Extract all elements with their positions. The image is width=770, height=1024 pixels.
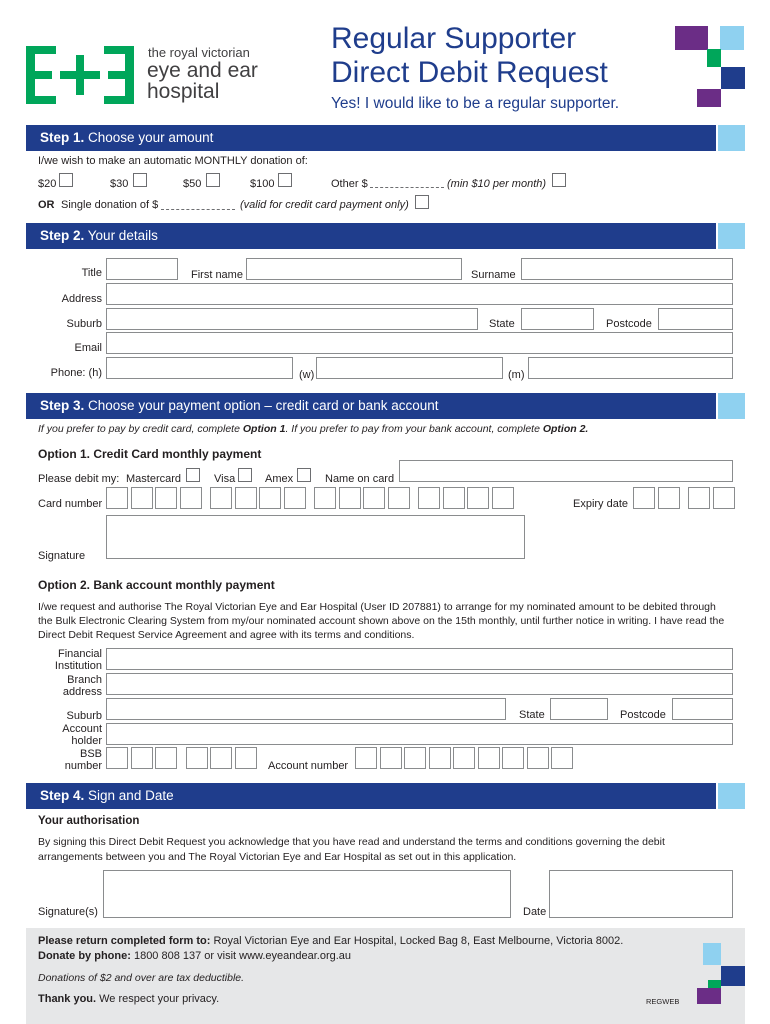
- logo-line1: the royal victorian: [148, 45, 250, 60]
- digit-cell[interactable]: [131, 487, 153, 509]
- tax-deductible-note: Donations of $2 and over are tax deductible.: [38, 972, 245, 984]
- amount-50-checkbox[interactable]: [206, 173, 220, 187]
- mastercard-checkbox[interactable]: [186, 468, 200, 482]
- bank-state-input[interactable]: [550, 698, 608, 720]
- amount-50-label: $50: [183, 178, 202, 190]
- authorisation-text: By signing this Direct Debit Request you acknowledge that you have read and understand the terms and conditions governing the debit arrangements between you and The Royal Victorian Eye and Ear Hospital as set out in this application.: [38, 836, 665, 863]
- name-on-card-input[interactable]: [399, 460, 733, 482]
- digit-cell[interactable]: [527, 747, 549, 769]
- digit-cell[interactable]: [492, 487, 514, 509]
- digit-cell[interactable]: [235, 487, 257, 509]
- logo: [26, 46, 276, 106]
- digit-cell[interactable]: [688, 487, 710, 509]
- privacy-note: Thank you. We respect your privacy.: [38, 993, 220, 1005]
- postcode-input[interactable]: [658, 308, 733, 330]
- single-donation-note: (valid for credit card payment only): [240, 199, 409, 211]
- digit-cell[interactable]: [235, 747, 257, 769]
- email-input[interactable]: [106, 332, 733, 354]
- amex-label: Amex: [265, 473, 294, 485]
- digit-cell[interactable]: [155, 487, 177, 509]
- phone-home-input[interactable]: [106, 357, 293, 379]
- title-line2: Direct Debit Request: [331, 56, 608, 89]
- donate-by-phone: Donate by phone: 1800 808 137 or visit www.eyeandear.org.au: [38, 950, 352, 962]
- surname-input[interactable]: [521, 258, 733, 280]
- bank-suburb-label: Suburb: [66, 710, 102, 722]
- phone-mobile-input[interactable]: [528, 357, 733, 379]
- form-code: REGWEB: [646, 997, 680, 1006]
- digit-cell[interactable]: [658, 487, 680, 509]
- digit-cell[interactable]: [633, 487, 655, 509]
- title-line1: Regular Supporter: [331, 22, 577, 55]
- digit-cell[interactable]: [210, 487, 232, 509]
- step1-intro: I/we wish to make an automatic MONTHLY donation of:: [38, 155, 308, 167]
- visa-label: Visa: [214, 473, 236, 485]
- branch-address-input[interactable]: [106, 673, 733, 695]
- phone-work-label: (w): [299, 369, 315, 381]
- amex-checkbox[interactable]: [297, 468, 311, 482]
- amount-20-label: $20: [38, 178, 57, 190]
- digit-cell[interactable]: [418, 487, 440, 509]
- mastercard-label: Mastercard: [126, 473, 182, 485]
- amount-other-input[interactable]: [370, 177, 444, 188]
- digit-cell[interactable]: [478, 747, 500, 769]
- step1-header: Step 1. Choose your amount: [26, 125, 716, 151]
- amount-100-label: $100: [250, 178, 275, 190]
- single-donation-input[interactable]: [161, 199, 235, 210]
- postcode-label: Postcode: [606, 318, 652, 330]
- digit-cell[interactable]: [155, 747, 177, 769]
- amount-other-label: Other $: [331, 178, 368, 190]
- email-label: Email: [74, 342, 102, 354]
- step3-accent-blue: [718, 393, 745, 419]
- financial-institution-input[interactable]: [106, 648, 733, 670]
- digit-cell[interactable]: [131, 747, 153, 769]
- account-number-label: Account number: [268, 760, 349, 772]
- digit-cell[interactable]: [210, 747, 232, 769]
- amount-30-label: $30: [110, 178, 129, 190]
- expiry-date-label: Expiry date: [573, 498, 629, 510]
- name-on-card-label: Name on card: [325, 473, 395, 485]
- logo-line2: eye and ear: [147, 59, 258, 82]
- digit-cell[interactable]: [284, 487, 306, 509]
- digit-cell[interactable]: [180, 487, 202, 509]
- card-signature-input[interactable]: [106, 515, 525, 559]
- digit-cell[interactable]: [355, 747, 377, 769]
- amount-20-checkbox[interactable]: [59, 173, 73, 187]
- financial-institution-label: Financial Institution: [54, 648, 102, 672]
- suburb-input[interactable]: [106, 308, 478, 330]
- option1-title: Option 1. Credit Card monthly payment: [38, 447, 262, 461]
- title-input[interactable]: [106, 258, 178, 280]
- bank-state-label: State: [519, 709, 545, 721]
- step4-accent-blue: [718, 783, 745, 809]
- digit-cell[interactable]: [443, 487, 465, 509]
- logo-line3: hospital: [147, 80, 220, 103]
- digit-cell[interactable]: [106, 487, 128, 509]
- digit-cell[interactable]: [186, 747, 208, 769]
- card-signature-label: Signature: [38, 550, 86, 562]
- account-holder-label: Account holder: [62, 723, 102, 747]
- digit-cell[interactable]: [339, 487, 361, 509]
- signatures-label: Signature(s): [38, 906, 98, 918]
- digit-cell[interactable]: [259, 487, 281, 509]
- phone-home-label: Phone: (h): [50, 367, 102, 379]
- card-number-label: Card number: [38, 498, 103, 510]
- first-name-input[interactable]: [246, 258, 462, 280]
- digit-cell[interactable]: [363, 487, 385, 509]
- date-input[interactable]: [549, 870, 733, 918]
- amount-100-checkbox[interactable]: [278, 173, 292, 187]
- title-label: Title: [81, 267, 102, 279]
- option2-text: I/we request and authorise The Royal Victorian Eye and Ear Hospital (User ID 207881) to arrange for my nominated amount to be debited through the Bulk Electronic Clearing System from my/our nominated account shown above on the 15th monthly, until further notice in writing. I have read the Direct Debit Request Service Agreement and agree with its terms and conditions.: [38, 601, 725, 641]
- digit-cell[interactable]: [551, 747, 573, 769]
- digit-cell[interactable]: [380, 747, 402, 769]
- step2-accent-blue: [718, 223, 745, 249]
- step3-header: Step 3. Choose your payment option – credit card or bank account: [26, 393, 716, 419]
- digit-cell[interactable]: [388, 487, 410, 509]
- account-holder-input[interactable]: [106, 723, 733, 745]
- single-donation-checkbox[interactable]: [415, 195, 429, 209]
- amount-other-checkbox[interactable]: [552, 173, 566, 187]
- digit-cell[interactable]: [106, 747, 128, 769]
- authorisation-title: Your authorisation: [38, 815, 140, 827]
- option2-title: Option 2. Bank account monthly payment: [38, 578, 275, 592]
- bank-postcode-input[interactable]: [672, 698, 733, 720]
- debit-my-label: Please debit my:: [38, 473, 120, 485]
- first-name-label: First name: [191, 269, 243, 281]
- step4-header: Step 4. Sign and Date: [26, 783, 716, 809]
- or-label: OR: [38, 199, 55, 211]
- branch-address-label: Branch address: [62, 674, 102, 698]
- digit-cell[interactable]: [314, 487, 336, 509]
- date-label: Date: [523, 906, 547, 918]
- amount-other-note: (min $10 per month): [447, 178, 547, 190]
- address-label: Address: [61, 293, 102, 305]
- visa-checkbox[interactable]: [238, 468, 252, 482]
- step2-header: Step 2. Your details: [26, 223, 716, 249]
- suburb-label: Suburb: [66, 318, 102, 330]
- return-address: Please return completed form to: Royal Victorian Eye and Ear Hospital, Locked Bag 8, East Melbourne, Victoria 8002.: [38, 935, 624, 947]
- bank-postcode-label: Postcode: [620, 709, 666, 721]
- surname-label: Surname: [471, 269, 516, 281]
- digit-cell[interactable]: [429, 747, 451, 769]
- state-input[interactable]: [521, 308, 594, 330]
- digit-cell[interactable]: [502, 747, 524, 769]
- tagline: Yes! I would like to be a regular supporter.: [331, 95, 620, 112]
- bank-suburb-input[interactable]: [106, 698, 506, 720]
- state-label: State: [489, 318, 515, 330]
- bsb-number-label: BSB number: [64, 748, 102, 772]
- single-donation-label: Single donation of $: [61, 199, 159, 211]
- digit-cell[interactable]: [453, 747, 475, 769]
- digit-cell[interactable]: [404, 747, 426, 769]
- authorisation-signature-input[interactable]: [103, 870, 511, 918]
- amount-30-checkbox[interactable]: [133, 173, 147, 187]
- payment-option-note: If you prefer to pay by credit card, complete Option 1. If you prefer to pay from your bank account, complete Option 2.: [38, 423, 589, 435]
- digit-cell[interactable]: [713, 487, 735, 509]
- phone-mobile-label: (m): [508, 369, 525, 381]
- address-input[interactable]: [106, 283, 733, 305]
- digit-cell[interactable]: [467, 487, 489, 509]
- logo-mark-icon: [26, 46, 136, 104]
- phone-work-input[interactable]: [316, 357, 503, 379]
